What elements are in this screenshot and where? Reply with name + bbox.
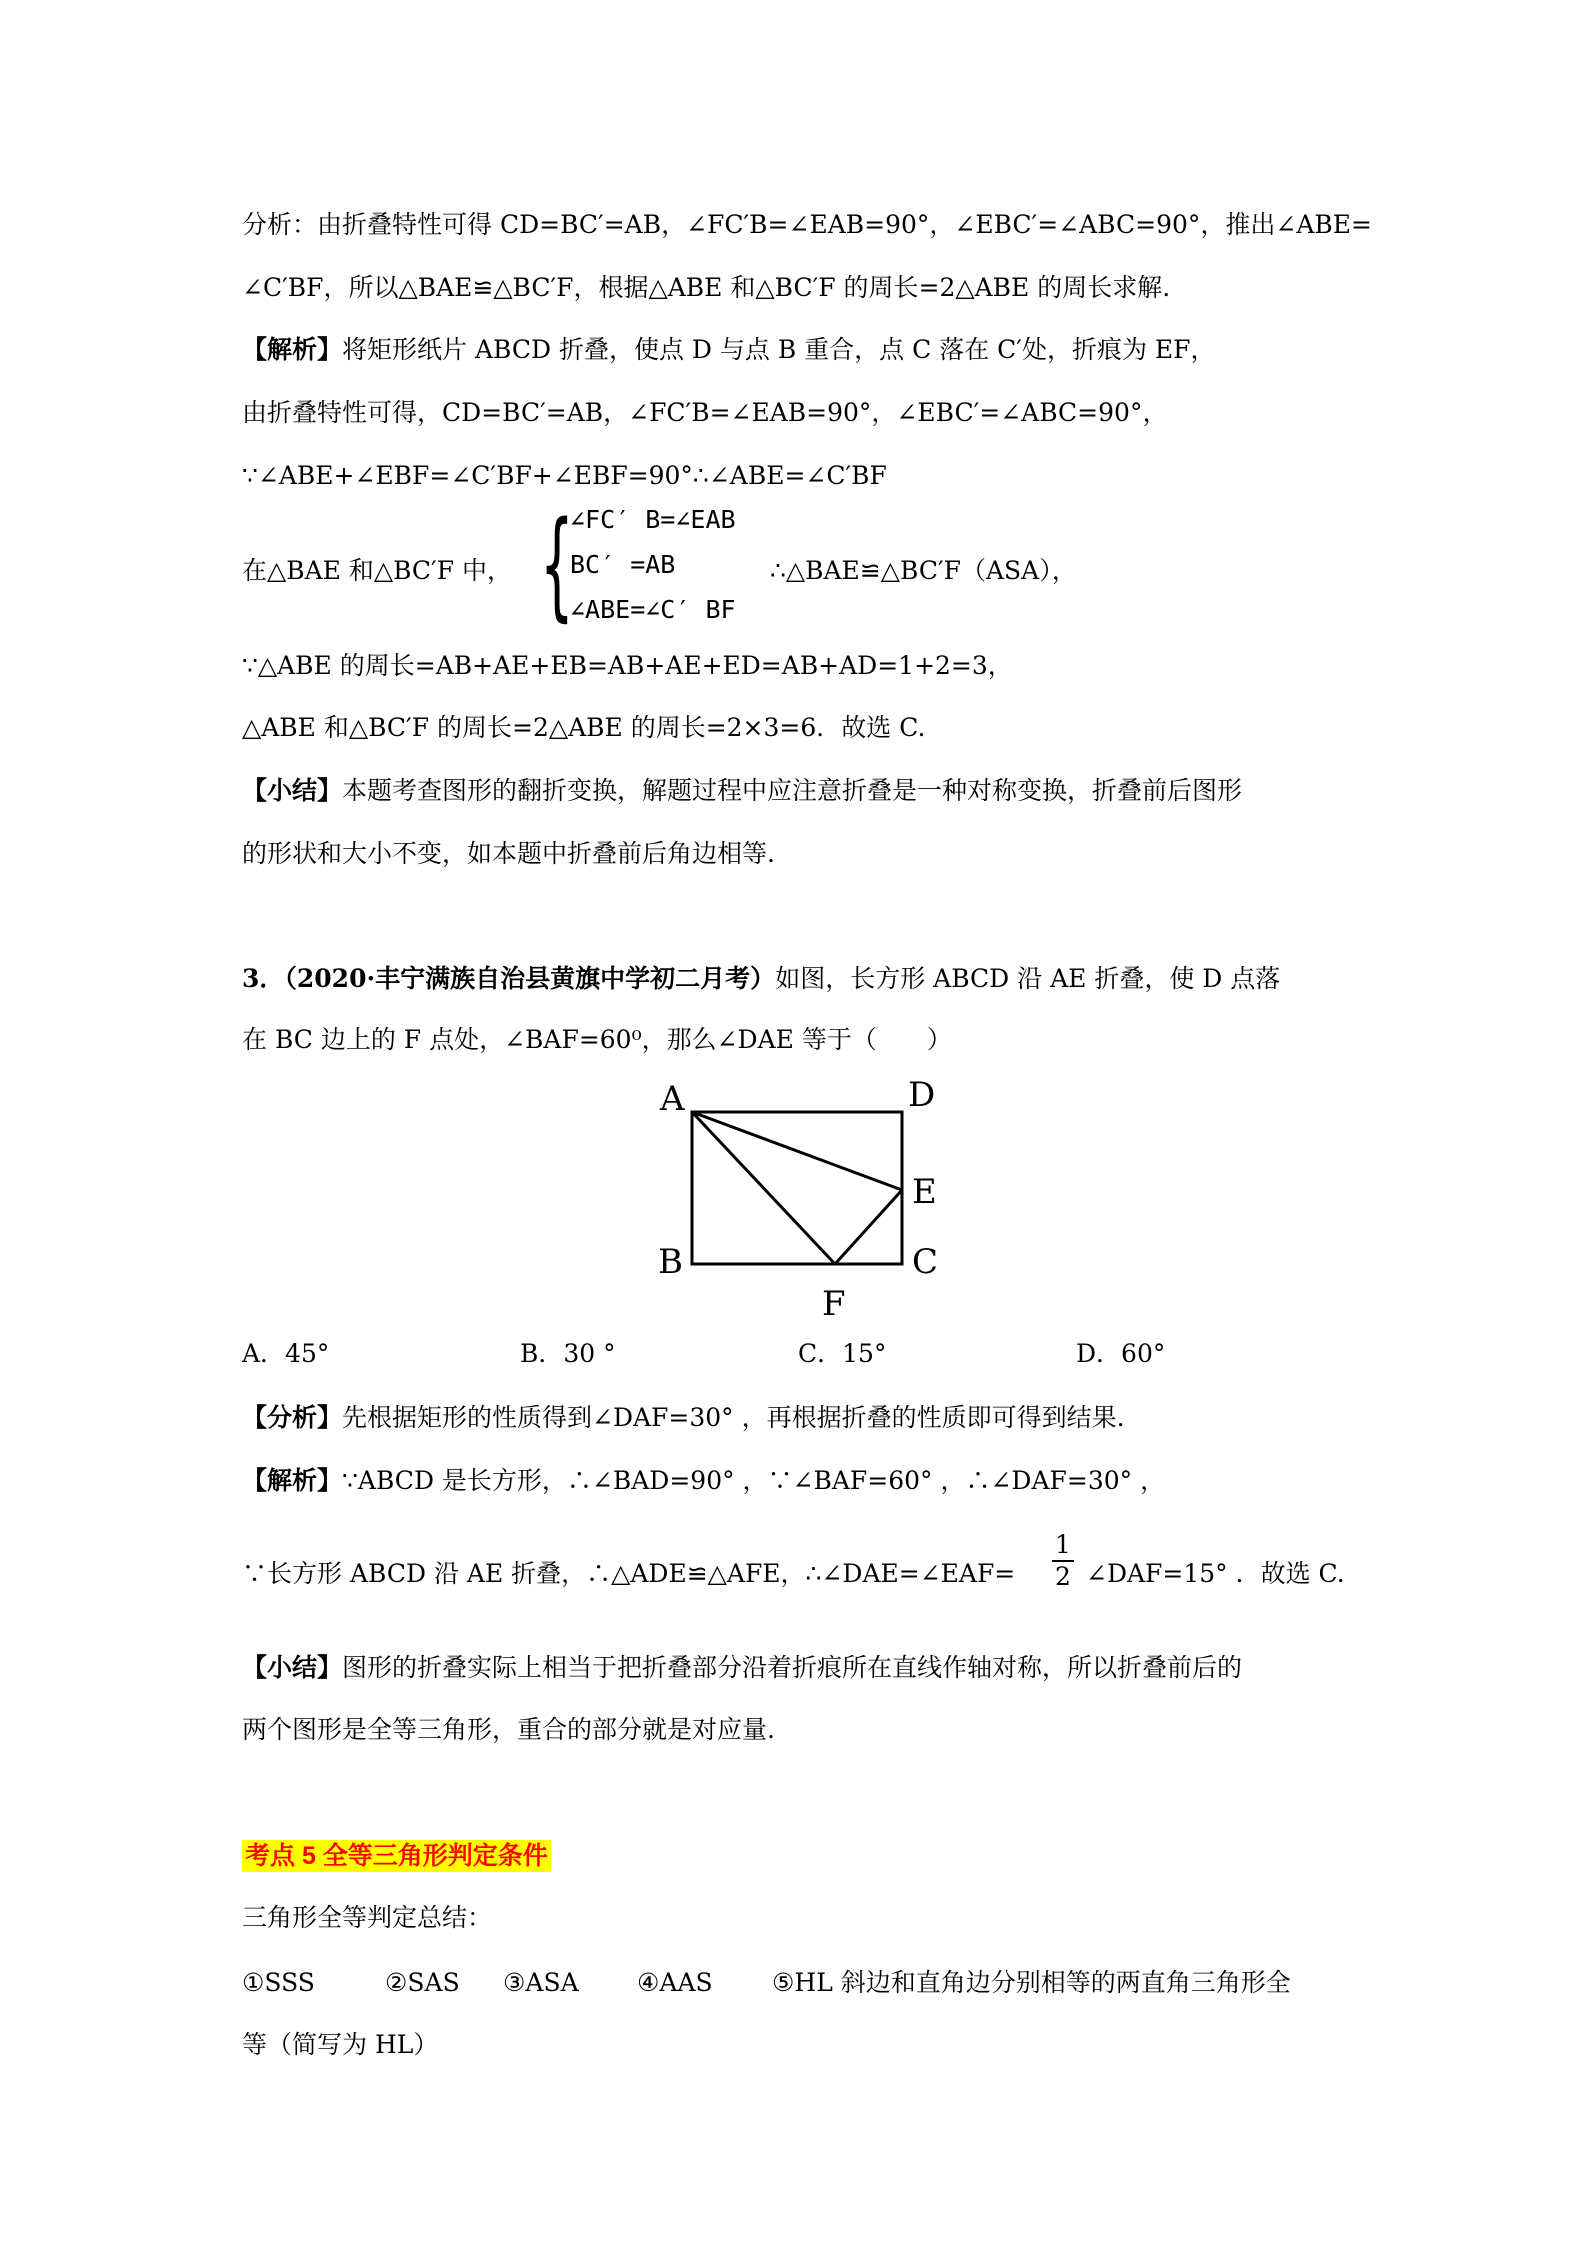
solution-3-text: ∵ABCD 是长方形，∴∠BAD=90° ，∵∠BAF=60° ，∴∠DAF=30° ， <box>342 1466 1166 1495</box>
summary-line-2: 的形状和大小不变，如本题中折叠前后角边相等. <box>242 839 775 868</box>
solution-3-tag: 【解析】 <box>242 1466 343 1495</box>
segment-af <box>692 1112 835 1264</box>
rectangle-abcd <box>692 1112 902 1264</box>
solution-line-5: ∵△ABE 的周长=AB+AE+EB=AB+AE+ED=AB+AD=1+2=3， <box>242 651 1013 680</box>
congruence-conclusion: ∴△BAE≌△BC′F（ASA）， <box>770 556 1077 585</box>
label-f: F <box>822 1284 846 1324</box>
summary-tag: 【小结】 <box>242 776 343 805</box>
summary-3-line-1 <box>242 1650 1362 1686</box>
segment-fe <box>835 1190 902 1264</box>
option-a: A．45° <box>242 1339 330 1368</box>
question-3-line-2: 在 BC 边上的 F 点处，∠BAF=60⁰，那么∠DAE 等于（ ） <box>242 1025 952 1054</box>
label-a: A <box>660 1079 685 1119</box>
system-row-1: ∠FC′ B=∠EAB <box>570 505 736 534</box>
solution-text: 将矩形纸片 ABCD 折叠，使点 D 与点 B 重合，点 C 落在 C′处，折痕为 EF， <box>342 335 1216 364</box>
section-5-heading-line <box>242 1838 1362 1874</box>
left-brace-icon: { <box>540 495 574 633</box>
analysis-3-tag: 【分析】 <box>242 1403 343 1432</box>
fraction-denominator: 2 <box>1055 1562 1071 1591</box>
analysis-line-2: ∠C′BF，所以△BAE≌△BC′F，根据△ABE 和△BC′F 的周长=2△ABE 的周长求解. <box>242 273 1171 302</box>
system-row-2: BC′ =AB <box>570 550 676 579</box>
section-5-intro: 三角形全等判定总结： <box>242 1903 493 1932</box>
option-b: B．30 ° <box>520 1339 616 1368</box>
analysis-3-line <box>242 1400 1362 1436</box>
label-d: D <box>908 1075 936 1115</box>
solution-line-1 <box>242 332 1362 368</box>
solution-3-line-2-pre: ∵长方形 ABCD 沿 AE 折叠，∴△ADE≌△AFE，∴∠DAE=∠EAF= <box>242 1559 1016 1588</box>
solution-3-line-2-post: ∠DAF=15° ．故选 C. <box>1086 1559 1345 1588</box>
analysis-3-text: 先根据矩形的性质得到∠DAF=30° ，再根据折叠的性质即可得到结果. <box>342 1403 1125 1432</box>
solution-3-line-1 <box>242 1463 1362 1499</box>
question-3-line-1 <box>242 961 1362 997</box>
solution-tag: 【解析】 <box>242 335 343 364</box>
summary-3-line-2: 两个图形是全等三角形，重合的部分就是对应量. <box>242 1715 775 1744</box>
section-5-heading: 考点 5 全等三角形判定条件 <box>242 1840 551 1872</box>
question-3-source: 3．（2020·丰宁满族自治县黄旗中学初二月考） <box>242 964 776 993</box>
congruence-prefix: 在△BAE 和△BC′F 中， <box>242 556 513 585</box>
label-b: B <box>658 1242 683 1282</box>
segment-ae <box>692 1112 902 1190</box>
summary-line-1 <box>242 773 1362 809</box>
rectangle-fold-figure <box>640 1070 960 1330</box>
label-c: C <box>912 1242 939 1282</box>
fraction-numerator: 1 <box>1055 1530 1071 1559</box>
option-c: C．15° <box>798 1339 887 1368</box>
criterion-sss: ①SSS <box>242 1968 315 1997</box>
label-e: E <box>912 1172 937 1212</box>
summary-text: 本题考查图形的翻折变换，解题过程中应注意折叠是一种对称变换，折叠前后图形 <box>342 776 1243 805</box>
summary-3-tag: 【小结】 <box>242 1653 343 1682</box>
solution-line-6: △ABE 和△BC′F 的周长=2△ABE 的周长=2×3=6．故选 C. <box>242 713 926 742</box>
criterion-asa: ③ASA <box>503 1968 579 1997</box>
system-row-3: ∠ABE=∠C′ BF <box>570 595 736 624</box>
criterion-hl: ⑤HL 斜边和直角边分别相等的两直角三角形全 <box>772 1968 1291 1997</box>
analysis-line-1: 分析：由折叠特性可得 CD=BC′=AB，∠FC′B=∠EAB=90°，∠EBC′=∠ABC=90°，推出∠ABE= <box>242 210 1372 239</box>
option-d: D．60° <box>1076 1339 1166 1368</box>
fraction-one-half <box>1052 1530 1074 1592</box>
criterion-sas: ②SAS <box>385 1968 460 1997</box>
solution-line-2: 由折叠特性可得，CD=BC′=AB，∠FC′B=∠EAB=90°，∠EBC′=∠ABC=90°， <box>242 398 1168 427</box>
section-5-last-line: 等（简写为 HL） <box>242 2030 439 2059</box>
summary-3-text: 图形的折叠实际上相当于把折叠部分沿着折痕所在直线作轴对称，所以折叠前后的 <box>342 1653 1243 1682</box>
solution-line-3: ∵∠ABE+∠EBF=∠C′BF+∠EBF=90°∴∠ABE=∠C′BF <box>242 461 887 490</box>
question-3-text: 如图，长方形 ABCD 沿 AE 折叠，使 D 点落 <box>775 964 1281 993</box>
criterion-aas: ④AAS <box>637 1968 713 1997</box>
